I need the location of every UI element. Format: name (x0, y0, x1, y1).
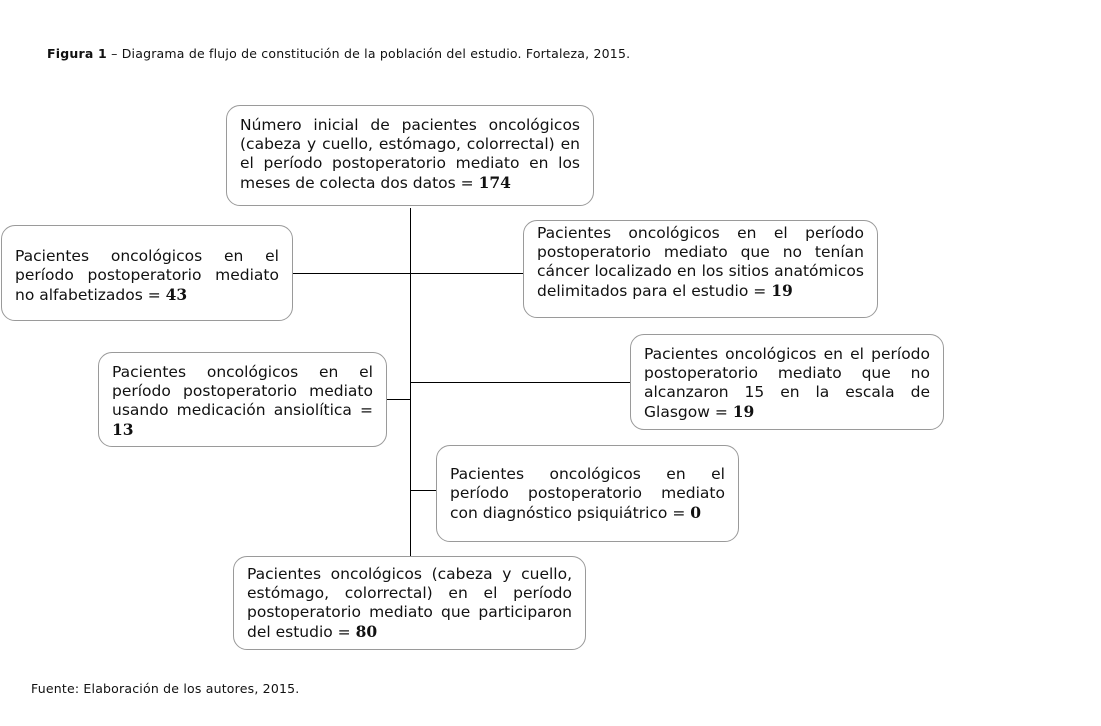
psychiatric-patients-box (436, 445, 739, 542)
psychiatric-patients-count: 0 (690, 503, 702, 522)
figure-caption-text: – Diagrama de flujo de constitución de la población del estudio. Fortaleza, 2015. (106, 46, 631, 61)
initial-patients-text: Número inicial de pacientes oncológicos (cabeza y cuello, estómago, colorrectal) en el período postoperatorio mediato en los meses de colecta dos datos = (240, 116, 580, 192)
anxiolytic-patients-count: 13 (112, 420, 134, 439)
anxiolytic-patients-text: Pacientes oncológicos en el período postoperatorio mediato usando medicación ansiolítica = (112, 363, 373, 419)
final-participants-count: 80 (355, 622, 378, 641)
figure-label: Figura 1 (47, 46, 107, 61)
initial-patients-box (226, 105, 594, 206)
glasgow-patients-count: 19 (732, 402, 755, 421)
no-cancer-site-box (523, 220, 878, 318)
psychiatric-patients-text: Pacientes oncológicos en el período postoperatorio mediato con diagnóstico psiquiátrico = (450, 465, 725, 522)
glasgow-patients-text: Pacientes oncológicos en el período postoperatorio mediato que no alcanzaron 15 en la escala de Glasgow = (644, 345, 930, 421)
illiterate-patients-box (1, 225, 293, 321)
glasgow-patients-box (630, 334, 944, 430)
illiterate-patients-count: 43 (165, 285, 188, 304)
final-participants-box (233, 556, 586, 650)
anxiolytic-patients-box (98, 352, 387, 447)
source-note: Fuente: Elaboración de los autores, 2015. (31, 681, 300, 696)
initial-patients-count: 174 (478, 173, 511, 192)
illiterate-patients-text: Pacientes oncológicos en el período postoperatorio mediato no alfabetizados = (15, 247, 279, 304)
no-cancer-site-count: 19 (771, 281, 793, 300)
no-cancer-site-text: Pacientes oncológicos en el período postoperatorio mediato que no tenían cáncer localizado en los sitios anatómicos delimitados para el estudio = (537, 224, 864, 300)
final-participants-text: Pacientes oncológicos (cabeza y cuello, estómago, colorrectal) en el período postoperatorio mediato que participaron del estudio = (247, 565, 572, 641)
